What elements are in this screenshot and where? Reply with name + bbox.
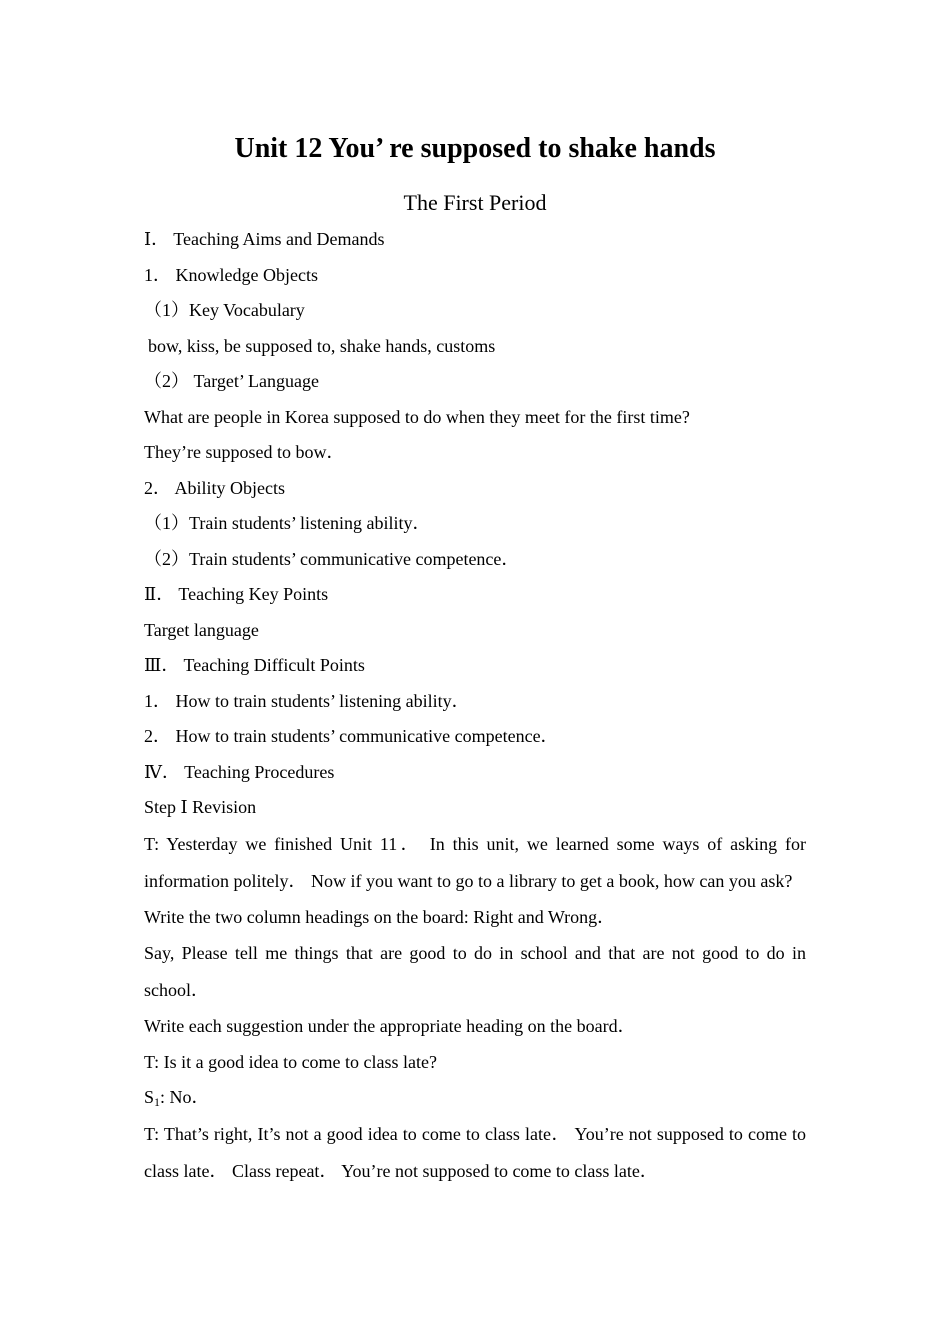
- speaker-s: S: [144, 1087, 155, 1107]
- speaker-subscript: 1: [154, 1095, 161, 1109]
- step-heading-revision: Step Ⅰ Revision: [144, 797, 257, 817]
- instruction-write-suggestion: Write each suggestion under the appropriate heading on the board．: [144, 1016, 636, 1036]
- section-heading-key-points: Ⅱ． Teaching Key Points: [144, 584, 329, 604]
- dialogue-teacher-question: T: Is it a good idea to come to class late?: [144, 1051, 438, 1072]
- target-question: What are people in Korea supposed to do when they meet for the first time?: [144, 406, 690, 427]
- section-heading-aims: Ⅰ． Teaching Aims and Demands: [144, 229, 385, 249]
- document-body: [144, 222, 806, 1190]
- subheading-ability-objects: 2． Ability Objects: [144, 477, 285, 498]
- target-answer: They’re supposed to bow．: [144, 442, 345, 462]
- vocabulary-list: bow, kiss, be supposed to, shake hands, customs: [148, 335, 496, 356]
- paragraph-thats-right: T: That’s right, It’s not a good idea to come to class late． You’re not supposed to come to class late． Class repeat． You’re not supposed to come to class late．: [144, 1123, 806, 1181]
- student-reply: : No．: [160, 1087, 210, 1107]
- ability-item-communicative: （2）Train students’ communicative competence．: [144, 548, 520, 569]
- paragraph-say-please: Say, Please tell me things that are good to do in school and that are not good to do in school．: [144, 943, 806, 1000]
- document-subtitle: The First Period: [403, 190, 547, 215]
- difficult-point-1: 1． How to train students’ listening ability．: [144, 690, 470, 711]
- key-points-text: Target language: [144, 619, 259, 640]
- item-target-language: （2） Target’ Language: [144, 371, 320, 391]
- section-heading-difficult-points: Ⅲ． Teaching Difficult Points: [144, 655, 365, 675]
- dialogue-student-answer: [144, 1080, 806, 1116]
- ability-item-listening: （1）Train students’ listening ability．: [144, 513, 431, 533]
- section-heading-procedures: Ⅳ． Teaching Procedures: [144, 761, 335, 782]
- paragraph-yesterday: T: Yesterday we finished Unit 11． In this unit, we learned some ways of asking for information politely． Now if you want to go to a library to get a book, how can you ask?: [144, 833, 806, 891]
- difficult-point-2: 2． How to train students’ communicative competence．: [144, 726, 559, 746]
- item-key-vocabulary: （1）Key Vocabulary: [144, 300, 305, 320]
- document-title: Unit 12 You’ re supposed to shake hands: [234, 133, 716, 164]
- subheading-knowledge-objects: 1． Knowledge Objects: [144, 264, 318, 285]
- instruction-column-headings: Write the two column headings on the board: Right and Wrong．: [144, 906, 616, 927]
